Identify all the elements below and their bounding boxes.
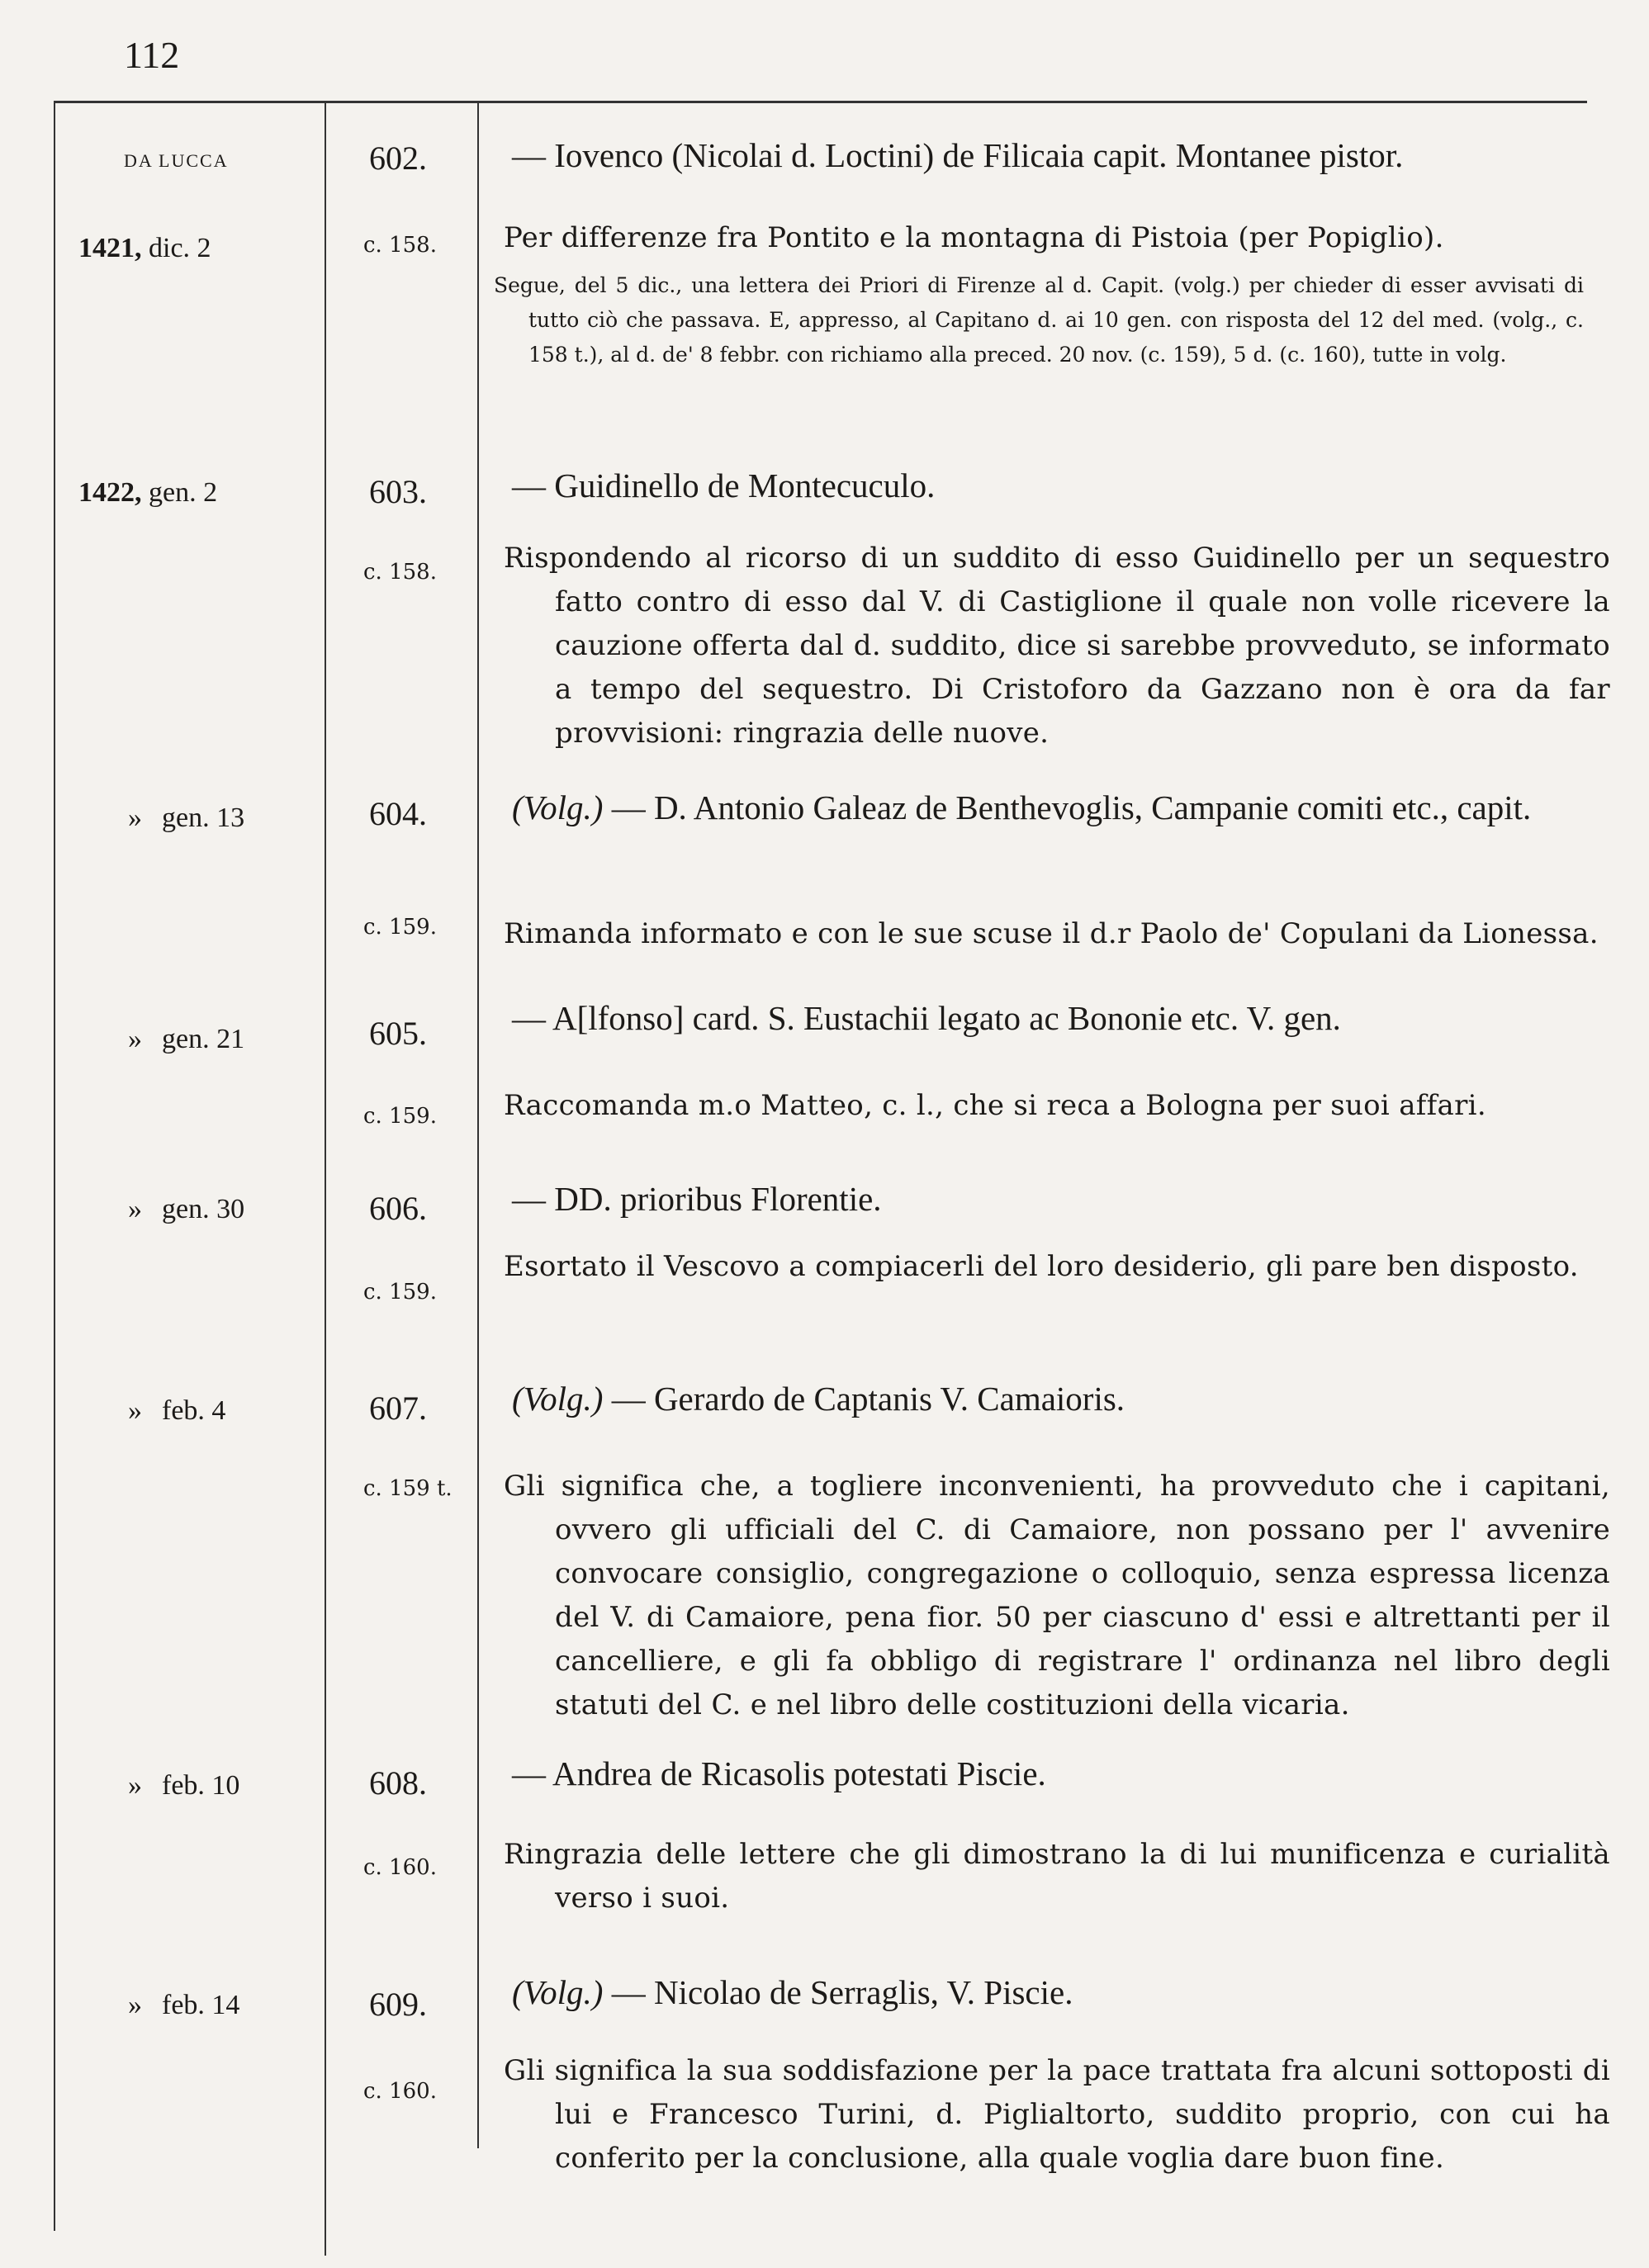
entry-heading xyxy=(512,462,1585,509)
entry-number: 605. xyxy=(369,1015,427,1052)
entry-summary: Gli significa che, a togliere inconvenienti, ha provveduto che i capitani, ovvero gli ufficiali del C. di Camaiore, non possano per l' avvenire convocare consiglio, congregazione o colloquio, senza espressa licenza del V. di Camaiore, pena fior. 50 per ciascuno d' essi e altrettanti per il cancelliere, e gli fa obbligo di registrare l' ordinanza nel libro degli statuti del C. e nel libro delle costituzioni della vicaria. xyxy=(504,1470,1610,1721)
running-head: DA LUCCA xyxy=(124,150,229,171)
heading-text: — DD. prioribus Florentie. xyxy=(512,1180,882,1218)
folio-ref: c. 159 t. xyxy=(363,1476,453,1501)
heading-text: — Nicolao de Serraglis, V. Piscie. xyxy=(603,1973,1073,2011)
entry-date xyxy=(128,1990,239,2021)
entry-summary: Gli significa la sua soddisfazione per la pace trattata fra alcuni sottoposti di lui e Francesco Turini, d. Piglialtorto, suddito proprio, con cui ha conferito per la conclusione, alla quale voglia dare buon fine. xyxy=(504,2054,1610,2175)
folio-ref: c. 160. xyxy=(363,2079,437,2104)
entry-note: Segue, del 5 dic., una lettera dei Priori di Firenze al d. Capit. (volg.) per chieder di esser avvisati di tutto ciò che passava. E, appresso, al Capitano d. ai 10 gen. con risposta del 12 del med. (volg., c. 158 t.), al d. de' 8 febbr. con richiamo alla preced. 20 nov. (c. 159), 5 d. (c. 160), tutte in volg. xyxy=(494,273,1584,367)
date-year: 1422, xyxy=(78,477,142,508)
folio-ref: c. 160. xyxy=(363,1855,437,1880)
entry-number: 606. xyxy=(369,1190,427,1227)
volg-label: (Volg.) xyxy=(512,1973,604,2011)
entry-number: 603. xyxy=(369,473,427,510)
top-rule xyxy=(54,101,1587,103)
folio-ref: c. 159. xyxy=(363,915,437,940)
folio-ref: c. 159. xyxy=(363,1104,437,1129)
heading-text: — Iovenco (Nicolai d. Loctini) de Filicaia capit. Montanee pistor. xyxy=(512,136,1404,174)
date-ditto: » xyxy=(128,803,142,833)
entry-summary: Rispondendo al ricorso di un suddito di esso Guidinello per un sequestro fatto contro di esso dal V. di Castiglione il quale non volle ricevere la cauzione offerta dal d. suddito, dice si sarebbe provveduto, se informato a tempo del sequestro. Di Cristoforo da Gazzano non è ora da far provvisioni: ringrazia delle nuove. xyxy=(504,542,1610,750)
entry-date xyxy=(78,477,217,509)
date-day: gen. 2 xyxy=(149,477,218,508)
entry-heading xyxy=(512,1969,1585,2015)
entry-summary: Ringrazia delle lettere che gli dimostrano la di lui munificenza e curialità verso i suoi. xyxy=(504,1838,1610,1915)
entry-date xyxy=(128,1395,225,1427)
column-rule-left xyxy=(54,101,55,2231)
heading-text: — Guidinello de Montecuculo. xyxy=(512,466,936,504)
entry-summary: Esortato il Vescovo a compiacerli del loro desiderio, gli pare ben disposto. xyxy=(504,1250,1579,1283)
date-day: dic. 2 xyxy=(149,233,211,263)
entry-date xyxy=(78,233,211,264)
date-year: 1421, xyxy=(78,233,142,263)
date-ditto: » xyxy=(128,1395,142,1426)
entry-heading xyxy=(512,1176,1585,1222)
date-day: feb. 10 xyxy=(162,1770,240,1801)
entry-number: 608. xyxy=(369,1764,427,1802)
entry-number: 604. xyxy=(369,795,427,832)
volg-label: (Volg.) xyxy=(512,1380,604,1418)
entry-summary: Raccomanda m.o Matteo, c. l., che si reca a Bologna per suoi affari. xyxy=(504,1089,1486,1122)
folio-ref: c. 159. xyxy=(363,1280,437,1304)
entry-number: 602. xyxy=(369,140,427,177)
heading-text: — Andrea de Ricasolis potestati Piscie. xyxy=(512,1754,1046,1792)
entry-date xyxy=(128,1024,244,1055)
entry-heading xyxy=(512,1750,1585,1797)
date-ditto: » xyxy=(128,1770,142,1801)
entry-date xyxy=(128,1194,244,1225)
entry-number: 607. xyxy=(369,1390,427,1427)
heading-text: — A[lfonso] card. S. Eustachii legato ac Bononie etc. V. gen. xyxy=(512,999,1341,1037)
date-day: feb. 4 xyxy=(162,1395,226,1426)
entry-date xyxy=(128,803,244,834)
column-rule-date xyxy=(325,101,326,2256)
entry-date xyxy=(128,1770,239,1802)
page-number: 112 xyxy=(124,34,180,76)
entry-heading xyxy=(512,995,1585,1041)
entry-number: 609. xyxy=(369,1986,427,2023)
entry-heading xyxy=(512,1375,1585,1422)
folio-ref: c. 158. xyxy=(363,560,437,585)
date-day: gen. 13 xyxy=(162,803,245,833)
entry-heading xyxy=(512,784,1585,831)
folio-ref: c. 158. xyxy=(363,233,437,258)
date-day: gen. 21 xyxy=(162,1024,245,1054)
date-ditto: » xyxy=(128,1990,142,2020)
date-ditto: » xyxy=(128,1024,142,1054)
date-day: gen. 30 xyxy=(162,1194,245,1224)
entry-summary: Per differenze fra Pontito e la montagna di Pistoia (per Popiglio). xyxy=(504,221,1444,254)
heading-text: — Gerardo de Captanis V. Camaioris. xyxy=(603,1380,1125,1418)
entry-heading xyxy=(512,132,1585,178)
date-ditto: » xyxy=(128,1194,142,1224)
date-day: feb. 14 xyxy=(162,1990,240,2020)
heading-text: — D. Antonio Galeaz de Benthevoglis, Campanie comiti etc., capit. xyxy=(603,788,1532,826)
volg-label: (Volg.) xyxy=(512,788,604,826)
column-rule-number xyxy=(477,101,479,2148)
entry-summary: Rimanda informato e con le sue scuse il d.r Paolo de' Copulani da Lionessa. xyxy=(504,917,1599,950)
